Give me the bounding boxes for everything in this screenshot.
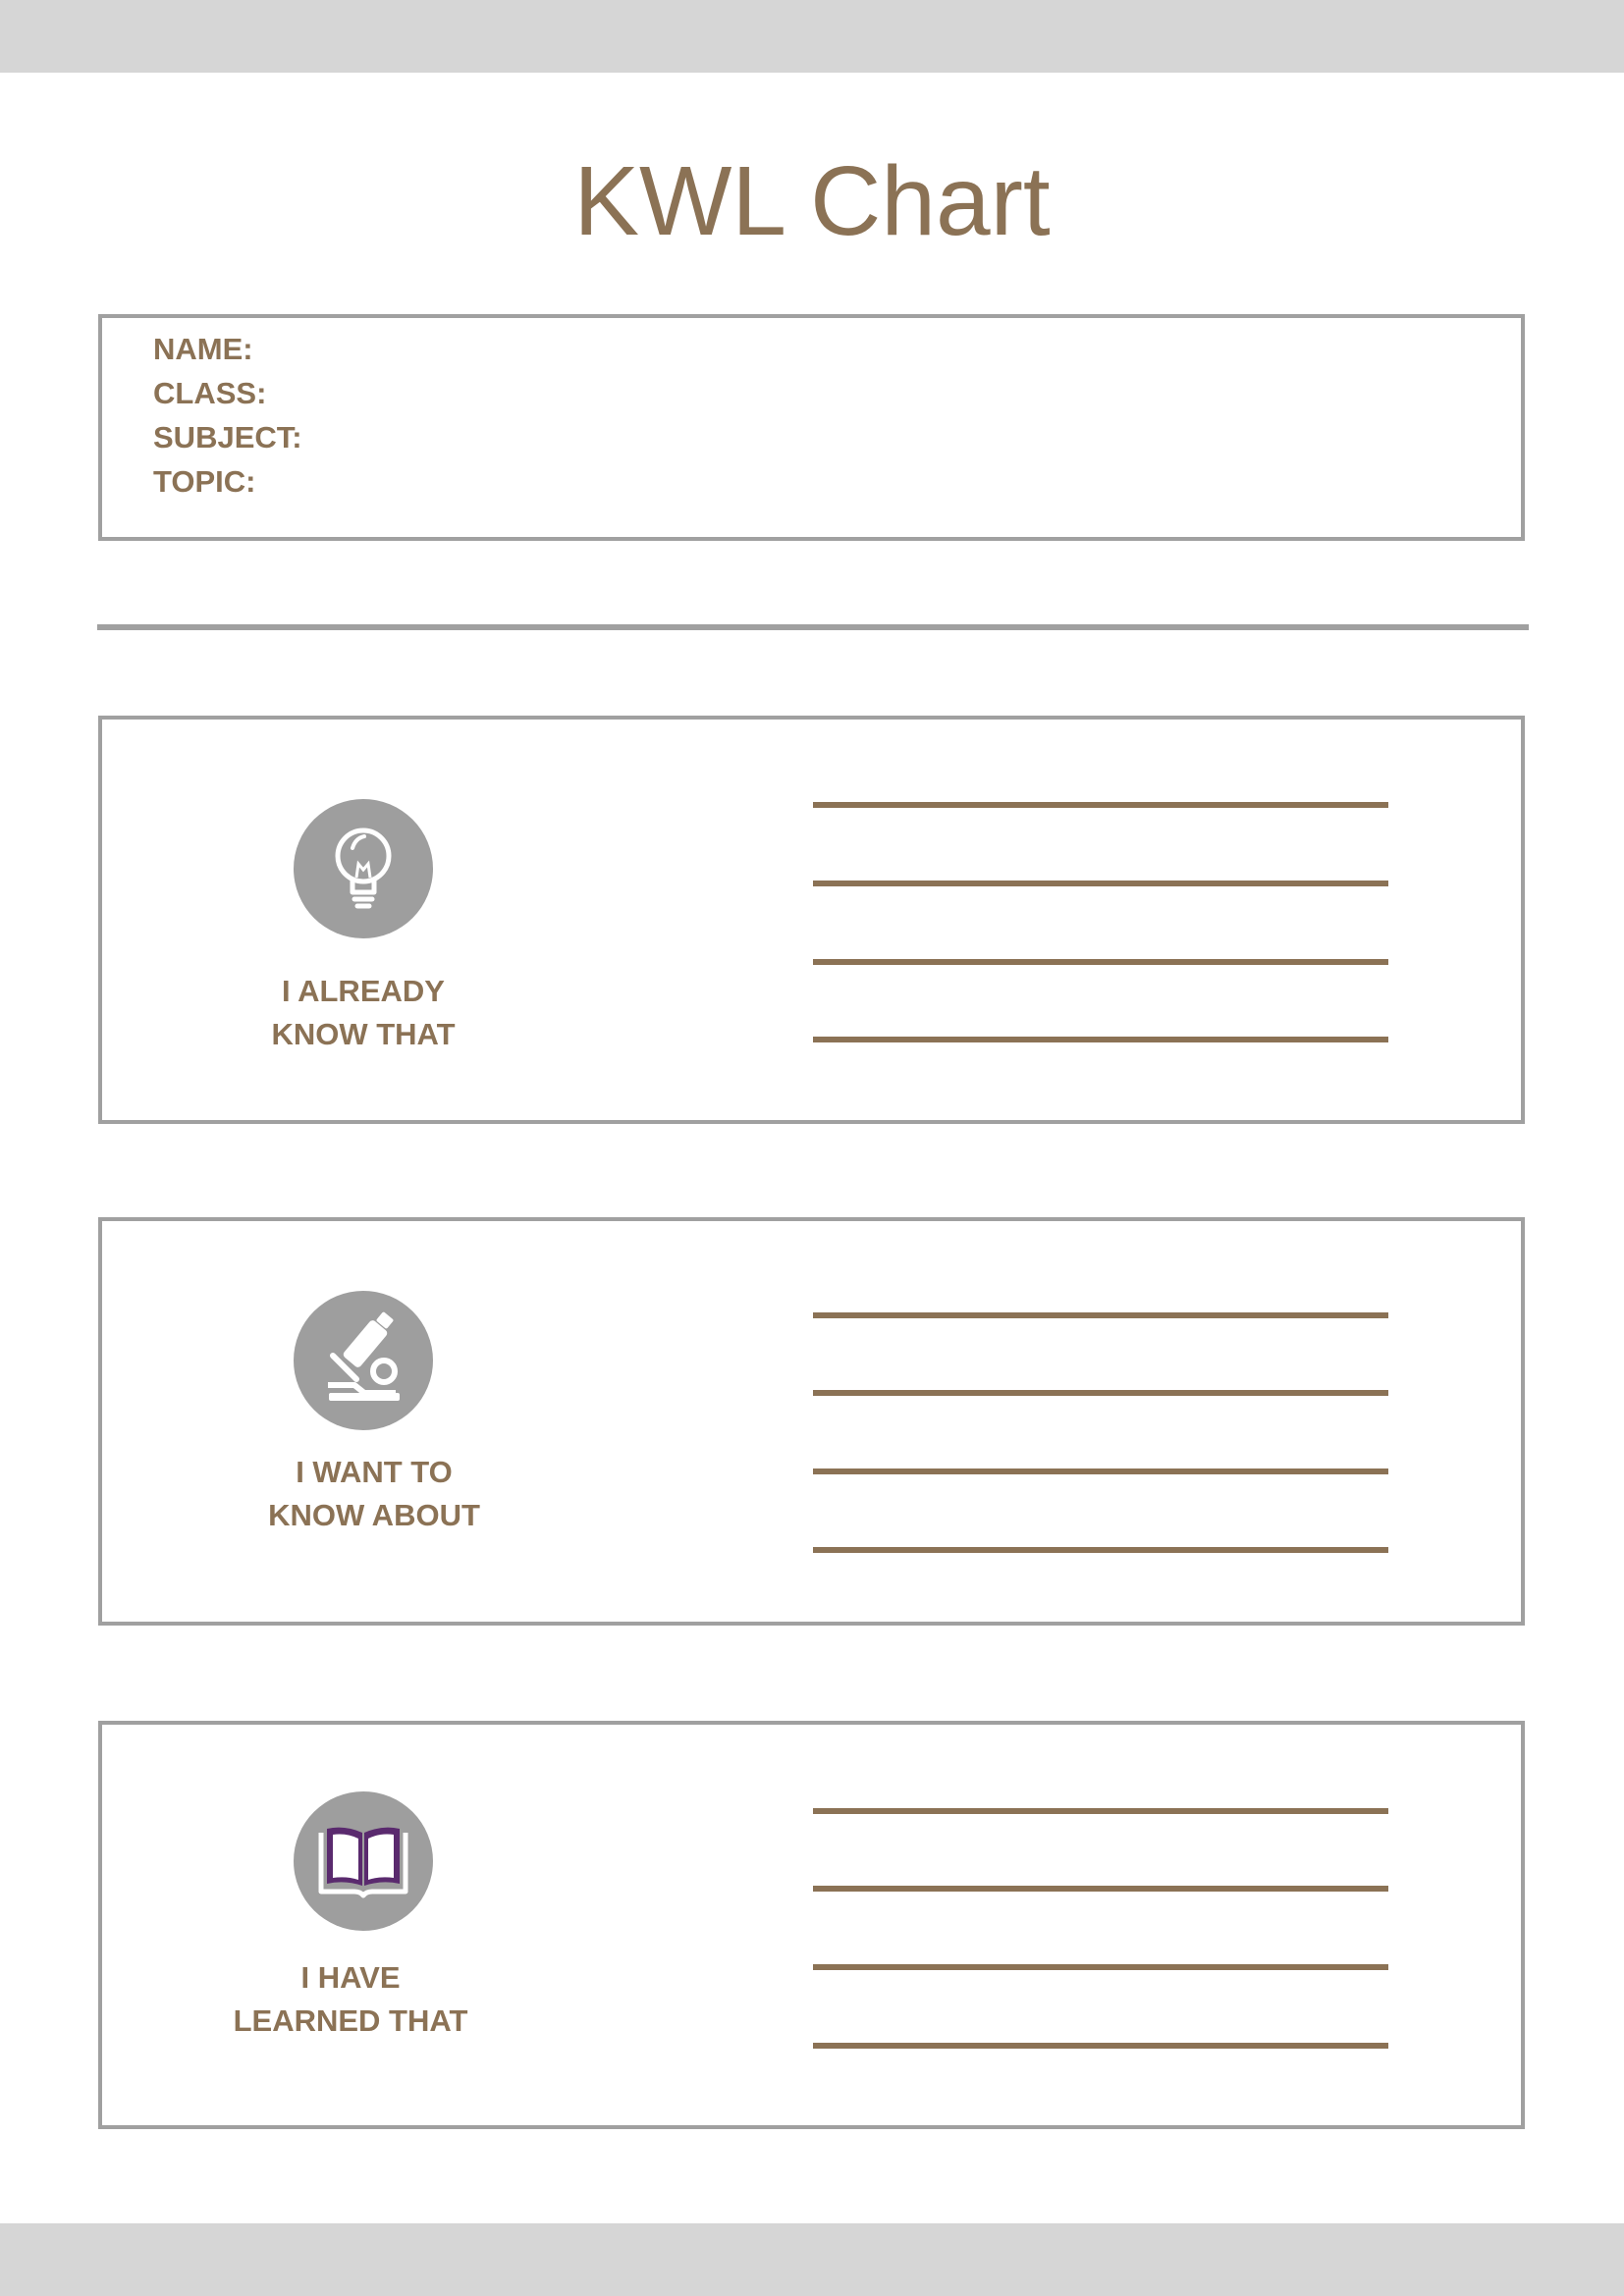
- know-label-line1: I ALREADY: [282, 974, 445, 1008]
- student-info-box: [98, 314, 1525, 541]
- learned-label-line2: LEARNED THAT: [233, 2003, 468, 2038]
- writing-line: [813, 1808, 1388, 1814]
- writing-line: [813, 802, 1388, 808]
- top-band: [0, 0, 1624, 73]
- writing-line: [813, 1886, 1388, 1892]
- section-know: [98, 716, 1525, 1124]
- section-divider: [97, 624, 1529, 630]
- writing-line: [813, 1547, 1388, 1553]
- want-label-line2: KNOW ABOUT: [268, 1498, 480, 1532]
- open-book-icon: [294, 1791, 433, 1931]
- writing-line: [813, 1468, 1388, 1474]
- want-label: [217, 1451, 531, 1537]
- know-label-line2: KNOW THAT: [271, 1017, 456, 1051]
- writing-line: [813, 2043, 1388, 2049]
- writing-line: [813, 1037, 1388, 1042]
- section-learned: [98, 1721, 1525, 2129]
- class-label: CLASS:: [153, 376, 267, 410]
- learned-label: [193, 1956, 508, 2043]
- bottom-band: [0, 2223, 1624, 2296]
- page-title: KWL Chart: [573, 146, 1051, 256]
- know-label: [206, 970, 520, 1056]
- topic-label: TOPIC:: [153, 464, 256, 499]
- writing-line: [813, 1390, 1388, 1396]
- lightbulb-icon: [294, 799, 433, 938]
- writing-line: [813, 881, 1388, 886]
- writing-line: [813, 1964, 1388, 1970]
- writing-line: [813, 1312, 1388, 1318]
- want-label-line1: I WANT TO: [296, 1455, 453, 1489]
- microscope-icon: [294, 1291, 433, 1430]
- section-want: [98, 1217, 1525, 1626]
- learned-label-line1: I HAVE: [300, 1960, 401, 1995]
- name-label: NAME:: [153, 332, 253, 366]
- writing-line: [813, 959, 1388, 965]
- subject-label: SUBJECT:: [153, 420, 302, 454]
